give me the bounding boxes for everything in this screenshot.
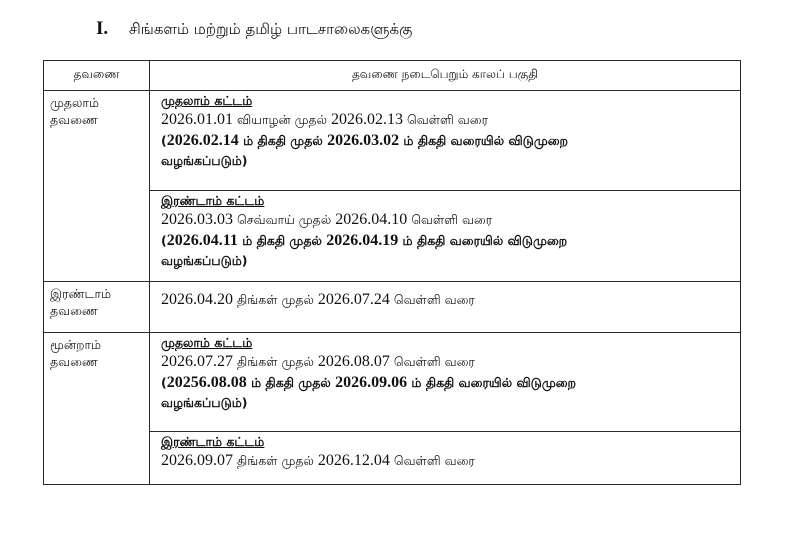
end-date: 2026.04.10 <box>335 211 408 228</box>
section-number: I. <box>96 18 109 39</box>
start-word: திங்கள் முதல் <box>237 354 314 369</box>
holiday-from-date: 2026.04.11 <box>166 232 238 249</box>
end-word: வெள்ளி வரை <box>393 354 475 369</box>
date-range <box>161 450 736 472</box>
holiday-from-word: ம் திகதி முதல் <box>246 375 336 390</box>
term-name-line: இரண்டாம் <box>50 286 112 301</box>
holiday-note-line2: வழங்கப்படும்) <box>161 395 248 410</box>
term-name-line: தவணை <box>50 354 98 369</box>
holiday-to-date: 2026.03.02 <box>327 132 400 149</box>
holiday-from-date: 2026.02.14 <box>166 132 239 149</box>
holiday-from-word: ம் திகதி முதல் <box>238 133 328 148</box>
end-date: 2026.12.04 <box>317 452 390 469</box>
end-date: 2026.08.07 <box>317 353 390 370</box>
start-word: வியாழன் முதல் <box>237 112 328 127</box>
phase-label: இரண்டாம் கட்டம் <box>161 193 265 208</box>
term-name-line: முதலாம் <box>50 95 99 110</box>
term-name-line: மூன்றாம் <box>50 337 102 352</box>
start-word: திங்கள் முதல் <box>237 292 314 307</box>
holiday-to-word: ம் திகதி வரையில் விடுமுறை <box>398 233 568 248</box>
holiday-note <box>161 373 736 393</box>
phase-cell <box>150 191 741 282</box>
phase-label: முதலாம் கட்டம் <box>161 93 253 108</box>
end-date: 2026.02.13 <box>331 111 404 128</box>
holiday-note-line2: வழங்கப்படும்) <box>161 153 248 168</box>
end-word: வெள்ளி வரை <box>393 292 475 307</box>
date-range <box>161 351 736 373</box>
start-date: 2026.07.27 <box>161 353 233 370</box>
holiday-note <box>161 231 736 251</box>
holiday-to-date: 2026.09.06 <box>335 374 408 391</box>
phase-cell <box>150 432 741 485</box>
term-name-line: தவணை <box>50 112 98 127</box>
holiday-to-word: ம் திகதி வரையில் விடுமுறை <box>399 133 569 148</box>
header-period: தவணை நடைபெறும் காலப் பகுதி <box>150 61 741 91</box>
end-word: வெள்ளி வரை <box>393 453 475 468</box>
holiday-from-date: 20256.08.08 <box>166 374 247 391</box>
term-name-cell <box>44 91 150 282</box>
start-date: 2026.01.01 <box>161 111 233 128</box>
holiday-open: ( <box>161 233 167 248</box>
section-heading <box>96 19 412 39</box>
date-range <box>161 109 736 131</box>
holiday-open: ( <box>161 133 167 148</box>
start-date: 2026.09.07 <box>161 452 233 469</box>
holiday-open: ( <box>161 375 167 390</box>
term-row <box>44 333 741 432</box>
start-word: திங்கள் முதல் <box>237 453 314 468</box>
date-range <box>161 289 736 311</box>
term-name-cell <box>44 333 150 485</box>
start-word: செவ்வாய் முதல் <box>237 212 332 227</box>
term-name-line: தவணை <box>50 303 98 318</box>
end-word: வெள்ளி வரை <box>411 212 493 227</box>
phase-cell <box>150 282 741 333</box>
start-date: 2026.04.20 <box>161 291 233 308</box>
term-row <box>44 91 741 191</box>
holiday-to-word: ம் திகதி வரையில் விடுமுறை <box>407 375 577 390</box>
holiday-to-date: 2026.04.19 <box>326 232 399 249</box>
header-term: தவணை <box>44 61 150 91</box>
start-date: 2026.03.03 <box>161 211 233 228</box>
holiday-note <box>161 131 736 151</box>
phase-cell <box>150 333 741 432</box>
holiday-note-line2: வழங்கப்படும்) <box>161 253 248 268</box>
phase-label: முதலாம் கட்டம் <box>161 335 253 350</box>
term-schedule-table <box>43 60 741 485</box>
date-range <box>161 209 736 231</box>
phase-label: இரண்டாம் கட்டம் <box>161 434 265 449</box>
end-word: வெள்ளி வரை <box>407 112 489 127</box>
phase-cell <box>150 91 741 191</box>
holiday-from-word: ம் திகதி முதல் <box>237 233 327 248</box>
term-name-cell <box>44 282 150 333</box>
end-date: 2026.07.24 <box>317 291 390 308</box>
header-row <box>44 61 741 91</box>
section-title: சிங்களம் மற்றும் தமிழ் பாடசாலைகளுக்கு <box>128 20 413 38</box>
term-row <box>44 282 741 333</box>
